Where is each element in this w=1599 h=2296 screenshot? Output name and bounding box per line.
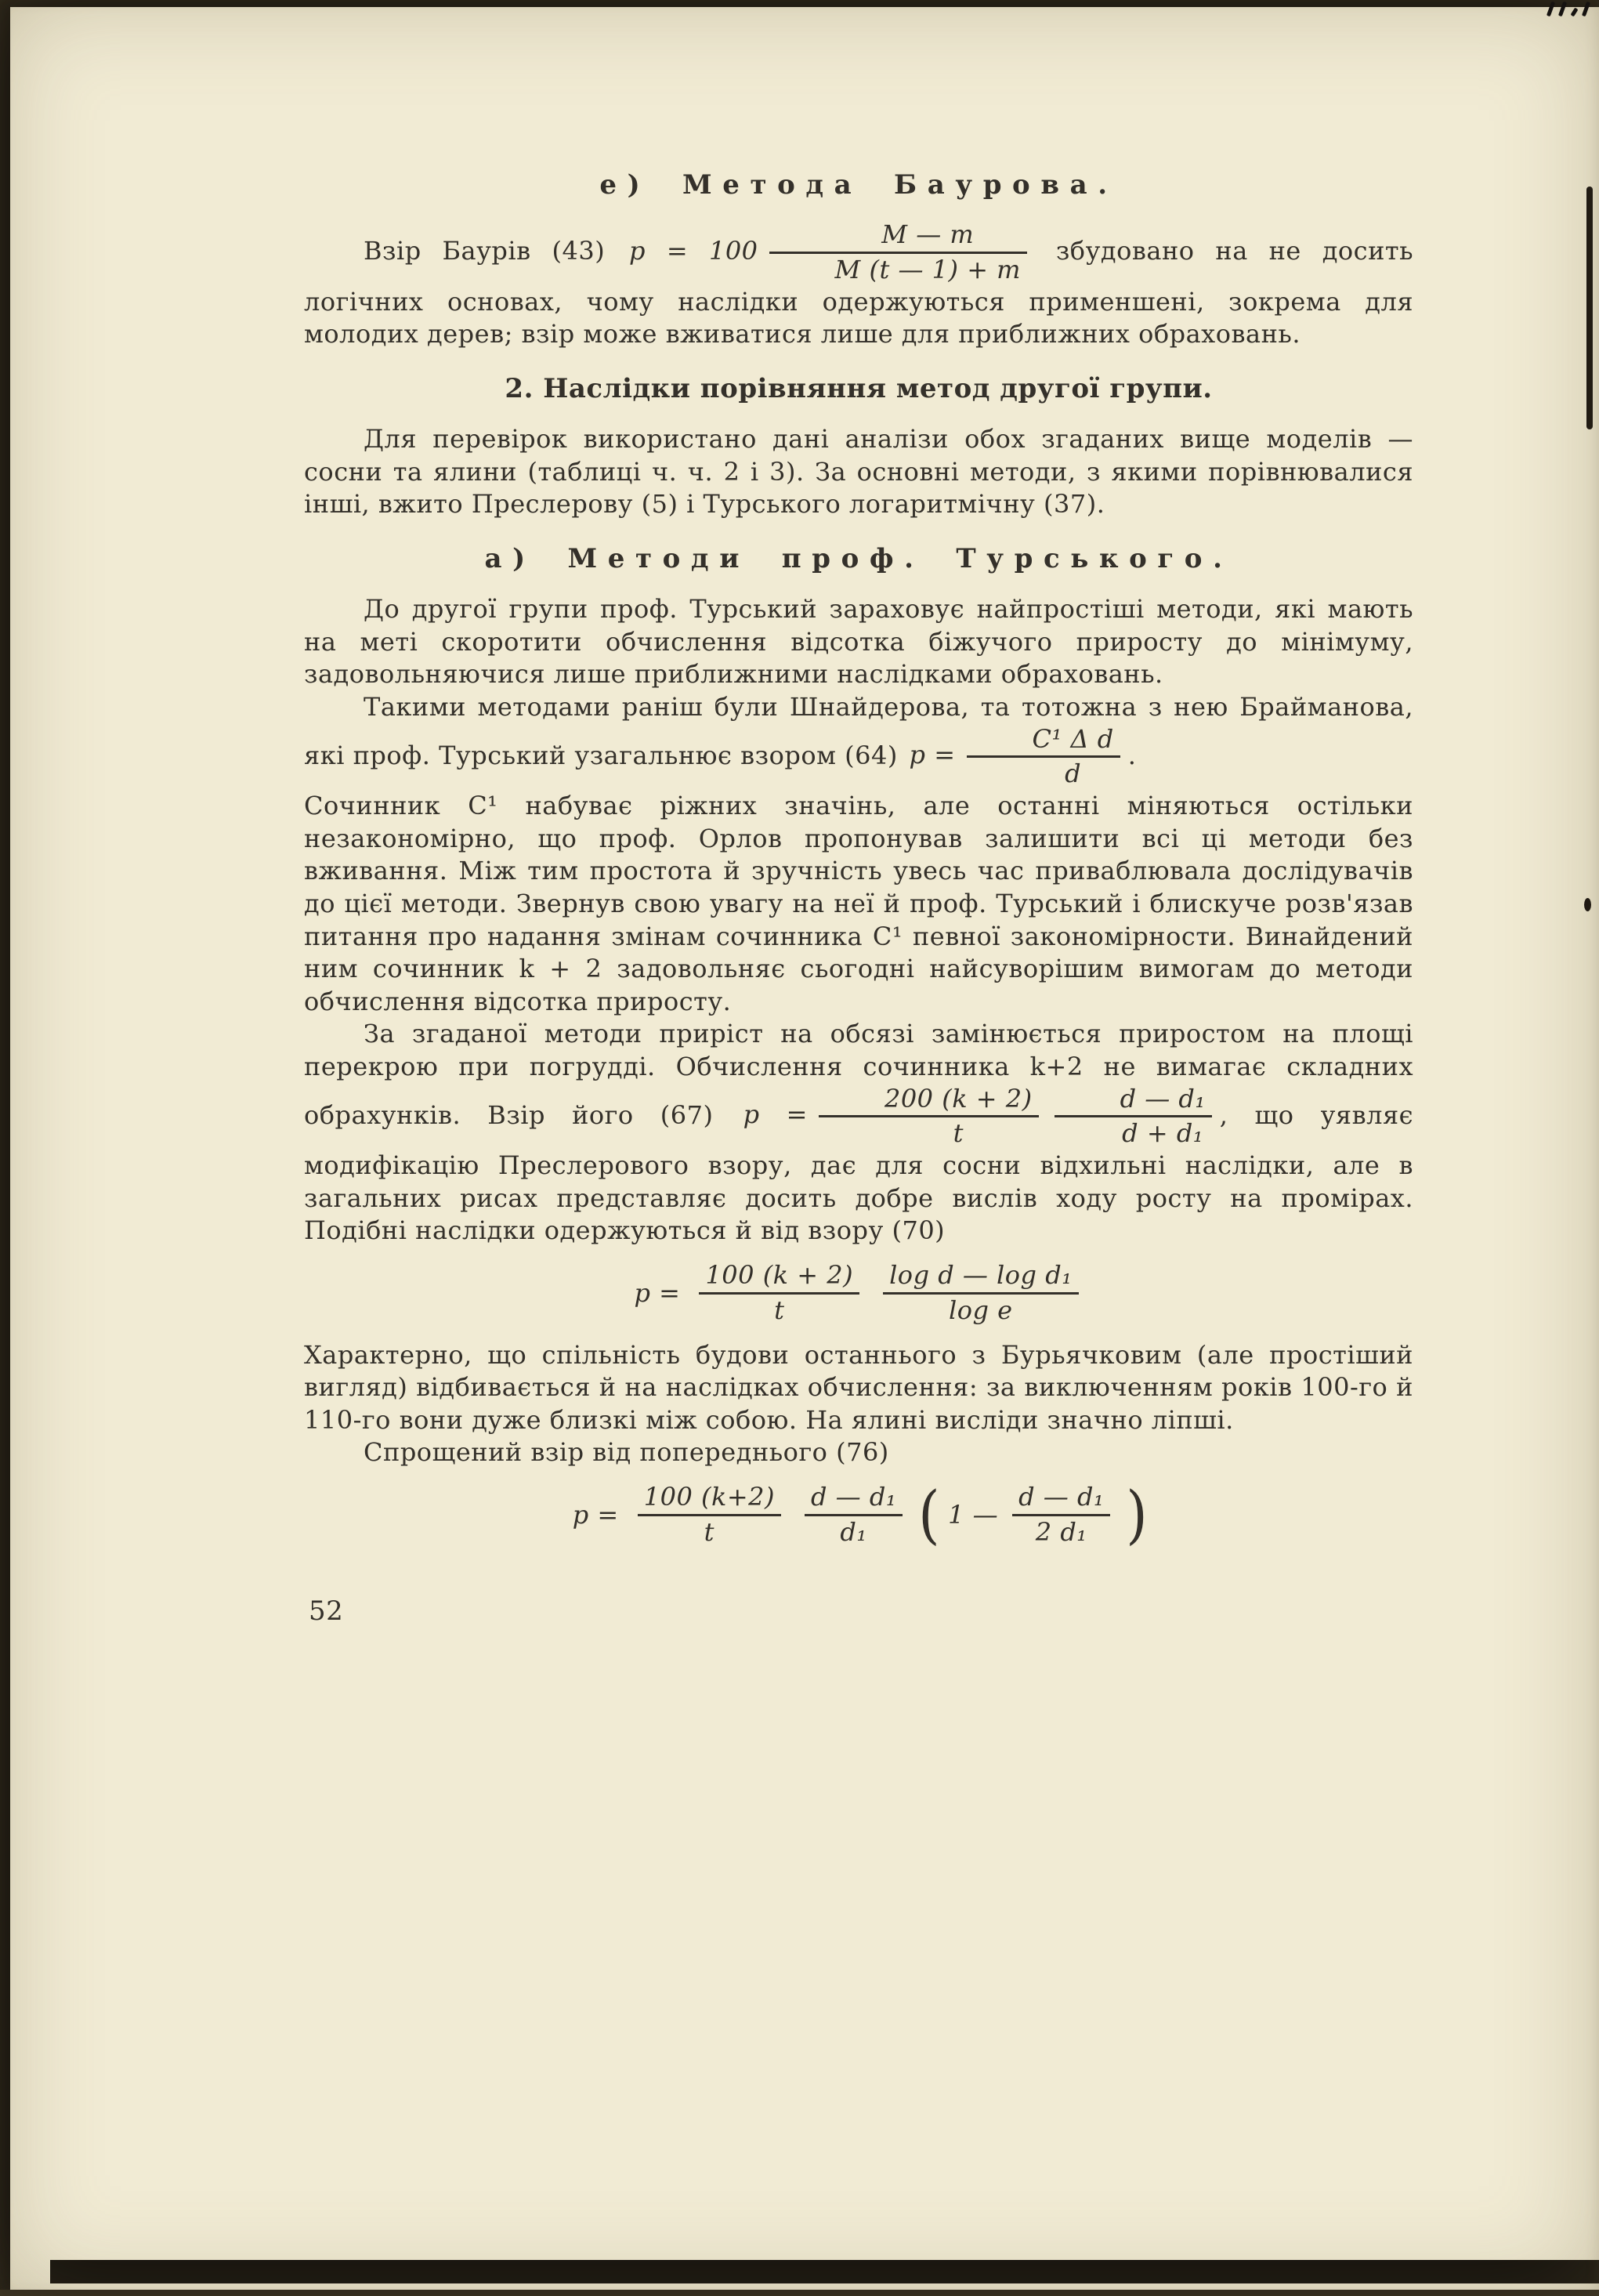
fraction-76-second bbox=[805, 1483, 903, 1547]
fraction-denominator: d + d₁ bbox=[1122, 1118, 1204, 1149]
paragraph-tursky-3: Сочинник C¹ набуває ріжних значінь, але останні міняються остільки незакономірно, що проф. Орлов пропонував залишити всі ці методи без вживання. Між тим простота й зручність увесь час приваблювала дослідувачів до цієї методи. Звернув свою увагу на неї й проф. Турський і блискуче розв'язав питання про надання змінам сочинника C¹ певної закономірности. Винайдений ним сочинник k + 2 задовольняє сьогодні найсуворішим вимогам до методи обчислення відсотка приросту. bbox=[304, 791, 1413, 1016]
fraction-denominator: 2 d₁ bbox=[1035, 1516, 1087, 1547]
heading-metody-turskogo: а) Методи проф. Турського. bbox=[484, 543, 1233, 574]
scan-mark-right-bar bbox=[1586, 187, 1593, 429]
fraction-denominator: t bbox=[704, 1516, 715, 1547]
equation-76-close-paren: ) bbox=[1126, 1477, 1149, 1552]
page-edge-bottom-corner bbox=[0, 2290, 1599, 2296]
text-run: За згаданої методи приріст на обсязі замінюється приростом на площі перекрою при погрудді. Обчислення сочинника k+2 не вимагає складних обрахунків. Взір його (67) bbox=[304, 1019, 1413, 1130]
page-edge-bottom bbox=[50, 2260, 1599, 2283]
equation-70-lhs: p = bbox=[634, 1277, 681, 1308]
scan-ink-marks-top-right bbox=[1541, 2, 1588, 20]
fraction-denominator: d bbox=[1065, 759, 1082, 789]
equation-76 bbox=[304, 1477, 1413, 1552]
text-run: Взір Баурів (43) bbox=[364, 236, 606, 266]
fraction-denominator: t bbox=[953, 1118, 964, 1149]
equation-76-lhs: p = bbox=[572, 1499, 619, 1530]
fraction-numerator: 100 (k + 2) bbox=[699, 1262, 859, 1295]
fraction-denominator: M (t — 1) + m bbox=[834, 255, 1022, 285]
fraction-70-second bbox=[883, 1262, 1078, 1325]
fraction-numerator: M — m bbox=[769, 221, 1027, 254]
equation-76-open-paren: ( bbox=[918, 1477, 941, 1552]
scan-mark-right-dot bbox=[1584, 898, 1591, 911]
heading-section-2: 2. Наслідки порівняння метод другої групи. bbox=[505, 373, 1213, 405]
fraction-denominator: t bbox=[774, 1295, 785, 1325]
equation-67-lhs: p = bbox=[743, 1099, 808, 1130]
equation-64-lhs: p = bbox=[909, 740, 956, 770]
fraction-70-first bbox=[699, 1262, 859, 1325]
fraction-76-first bbox=[638, 1483, 781, 1547]
fraction-numerator: d — d₁ bbox=[1055, 1085, 1212, 1118]
paragraph-buryachkov: Характерно, що спільність будови останнього з Бурьячковим (але простіший вигляд) відбивається й на наслідках обчислення: за виключенням років 100-го й 110-го вони дуже близкі між собою. На ялині висліди значно ліпші. bbox=[304, 1339, 1413, 1435]
paragraph-tursky-1: До другої групи проф. Турський зараховує найпростіші методи, які мають на меті скоротити обчислення відсотка біжучого приросту до мінімуму, задовольняючися лише приближними наслідками обраховань. bbox=[304, 594, 1413, 690]
fraction-denominator: log e bbox=[948, 1295, 1013, 1325]
text-run: Такими методами раніш були Шнайдерова, та тотожна з нею Брайманова, які проф. Турський узагальнює взором (64) bbox=[304, 691, 1413, 770]
page-content bbox=[304, 147, 1413, 1628]
fraction-64 bbox=[967, 723, 1120, 789]
paragraph-baurov bbox=[304, 219, 1413, 351]
fraction-numerator: 100 (k+2) bbox=[638, 1483, 781, 1516]
paragraph-tursky-2 bbox=[304, 691, 1413, 790]
fraction-denominator: d₁ bbox=[840, 1516, 867, 1547]
fraction-43 bbox=[769, 221, 1027, 284]
paragraph-comparison: Для перевірок використано дані аналізи обох згаданих вище моделів — сосни та ялини (таблиці ч. ч. 2 і 3). За основні методи, з якими порівнювалися інші, вжито Преслерову (5) і Турського логаритмічну (37). bbox=[304, 424, 1413, 520]
fraction-67-second bbox=[1055, 1085, 1212, 1149]
text-run: збудовано на не досить bbox=[1055, 236, 1414, 266]
paragraph-simplified-intro: Спрощений взір від попереднього (76) bbox=[364, 1437, 889, 1468]
fraction-numerator: d — d₁ bbox=[805, 1483, 903, 1516]
equation-43-lhs: p = 100 bbox=[629, 236, 758, 266]
equation-76-paren-content bbox=[948, 1482, 1118, 1548]
text-run: що уявляє модифікацію Преслерового взору, дає для сосни відхильні наслідки, але в загальних рисах представляє досить добре вислів ходу росту на промірах. Подібні наслідки одержуються й від взору (70) bbox=[304, 1099, 1414, 1246]
text-run: 1 — bbox=[948, 1499, 999, 1530]
fraction-numerator: log d — log d₁ bbox=[883, 1262, 1078, 1295]
equation-64-period: . bbox=[1127, 740, 1137, 770]
fraction-67-first bbox=[819, 1085, 1039, 1149]
equation-67-comma: , bbox=[1219, 1099, 1228, 1130]
page-number: 52 bbox=[309, 1595, 344, 1627]
heading-metoda-baurova: е) Метода Баурова. bbox=[599, 169, 1118, 201]
fraction-numerator: C¹ Δ d bbox=[967, 726, 1120, 759]
fraction-numerator: 200 (k + 2) bbox=[819, 1085, 1039, 1118]
page-edge-top bbox=[0, 0, 1599, 7]
page-edge-left bbox=[0, 0, 10, 2296]
text-run: логічних основах, чому наслідки одержуються применшені, зокрема для молодих дерев; взір може вживатися лише для приближних обраховань. bbox=[304, 286, 1413, 349]
paragraph-tursky-4 bbox=[304, 1018, 1413, 1248]
fraction-76-third bbox=[1012, 1483, 1110, 1547]
fraction-numerator: d — d₁ bbox=[1012, 1483, 1110, 1516]
equation-70 bbox=[304, 1260, 1413, 1327]
